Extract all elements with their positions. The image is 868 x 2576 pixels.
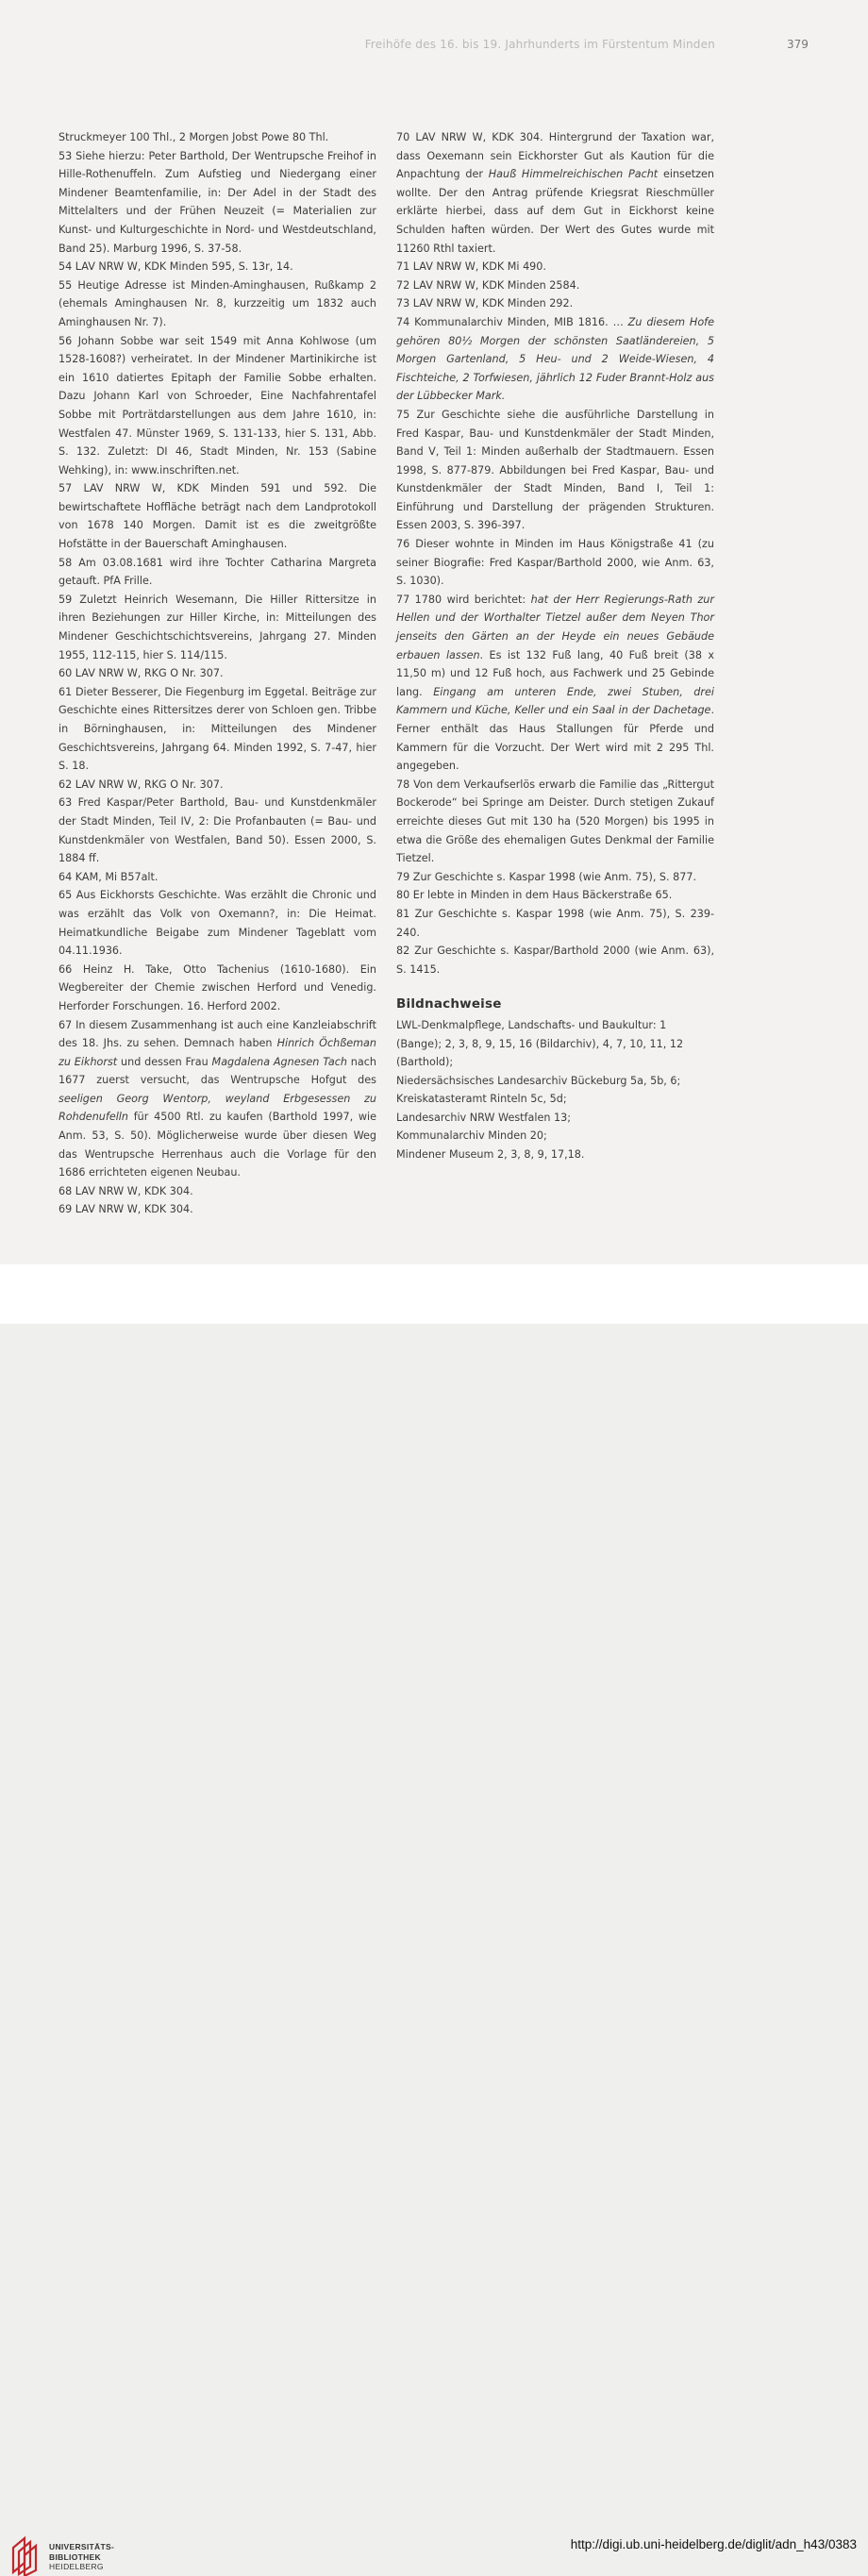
footnote-quote: Eingang am unteren Ende, zwei Stuben, drei Kammern und Küche, Keller und ein Saal in der Dachetage	[396, 685, 714, 717]
footnote	[58, 1182, 376, 1201]
footnote-text: 55 Heutige Adresse ist Minden-Aminghausen, Rußkamp 2 (ehemals Aminghausen Nr. 8, kurzzeitig um 1832 auch Aminghausen Nr. 7).	[58, 278, 376, 328]
footnote-quote: Magdalena Agnesen Tach	[211, 1055, 347, 1068]
credits-heading: Bildnachweise	[396, 996, 502, 1012]
footnote	[396, 591, 714, 776]
library-name-line-2: BIBLIOTHEK	[49, 2551, 101, 2562]
footnote-text: 58 Am 03.08.1681 wird ihre Tochter Catharina Margreta getauft. PfA Frille.	[58, 556, 376, 588]
footnote	[396, 258, 714, 276]
library-name-line-3: HEIDELBERG	[49, 2562, 104, 2571]
footnote	[58, 961, 376, 1016]
footnote-text: 73 LAV NRW W, KDK Minden 292.	[396, 297, 574, 310]
footnote	[58, 258, 376, 276]
footnote	[58, 479, 376, 553]
footnote-quote: Zu diesem Hofe gehören 80½ Morgen der schönsten Saatländereien, 5 Morgen Gartenland, 5 Heu- und 2 Weide-Wiesen, 4 Fischteiche, 2 Torfwiesen, jährlich 12 Fuder Brannt-Holz aus der Lübbecker Mark.	[396, 315, 714, 403]
footnote-text: und dessen Frau	[117, 1055, 212, 1068]
footnote-text: 64 KAM, Mi B57alt.	[58, 870, 159, 883]
footnote-text: . Es ist 132 Fuß lang, 40 Fuß breit (38 x 11,50 m) und 12 Fuß hoch, aus Fachwerk und 25 Gebinde lang.	[396, 648, 714, 698]
footnote-text: 79 Zur Geschichte s. Kaspar 1998 (wie Anm. 75), S. 877.	[396, 870, 697, 883]
footnote-text: 76 Dieser wohnte in Minden im Haus Königstraße 41 (zu seiner Biografie: Fred Kaspar/Barthold 2000, wie Anm. 63, S. 1030).	[396, 538, 714, 588]
running-title: Freihöfe des 16. bis 19. Jahrhunderts im Fürstentum Minden	[364, 38, 715, 51]
footnote-text: 65 Aus Eickhorsts Geschichte. Was erzählt die Chronic und was erzählt das Volk von Oxemann?, in: Die Heimat. Heimatkundliche Beigabe zum Mindener Tageblatt vom 04.11.1936.	[58, 889, 376, 958]
footnote-text: 78 Von dem Verkaufserlös erwarb die Familie das „Rittergut Bockerode“ bei Springe am Deister. Durch stetigen Zukauf erreichte dieses Gut mit 130 ha (520 Morgen) bis 1995 in etwa die Größe des ehemaligen Gutes Denkmal der Familie Tietzel.	[396, 778, 714, 865]
footnote	[396, 776, 714, 868]
library-footer	[0, 1264, 868, 2571]
footnote	[58, 776, 376, 795]
footnote	[58, 1200, 376, 1219]
footnote-text: für 4500 Rtl. zu kaufen (Barthold 1997, wie Anm. 53, S. 50). Möglicherweise wurde über diesen Weg das Wentrupsche Herrenhaus auch die Vorlage für den 1686 errichteten eigenen Neubau.	[58, 1111, 376, 1179]
footnote-text: 74 Kommunalarchiv Minden, MIB 1816. …	[396, 315, 628, 328]
source-url-link[interactable]: http://digi.ub.uni-heidelberg.de/diglit/adn_h43/0383	[570, 2537, 857, 2551]
footnote-text: 61 Dieter Besserer, Die Fiegenburg im Eggetal. Beiträge zur Geschichte eines Rittersitzes derer von Schloen gen. Tribbe in Börninghausen, in: Mitteilungen des Mindener Geschichtsvereins, Jahrgang 64. Minden 1992, S. 7-47, hier S. 18.	[58, 685, 376, 773]
footnote-quote: seeligen Georg Wentorp, weyland Erbgesessen zu Rohdenufelln	[58, 1092, 376, 1124]
footnote	[58, 591, 376, 664]
footnote-text: 82 Zur Geschichte s. Kaspar/Barthold 2000 (wie Anm. 63), S. 1415.	[396, 945, 714, 976]
footnotes-right-column	[396, 128, 714, 1164]
footnote-quote: hat der Herr Regierungs-Rath zur Hellen und der Worthalter Tietzel außer dem Neyen Thor jenseits den Gärten an der Heyde ein neues Gebäude erbauen lassen	[396, 593, 714, 661]
footnote-text: 53 Siehe hierzu: Peter Barthold, Der Wentrupsche Freihof in Hille-Rothenuffeln. Zum Aufstieg und Niedergang einer Mindener Beamtenfamilie, in: Der Adel in der Stadt des Mittelalters und der Frühen Neuzeit (= Materialien zur Kunst- und Kulturgeschichte in Nord- und Westdeutschland, Band 25). Marburg 1996, S. 37-58.	[58, 149, 376, 255]
footnote-text: 57 LAV NRW W, KDK Minden 591 und 592. Die bewirtschaftete Hoffläche beträgt nach dem Landprotokoll von 1678 140 Morgen. Damit ist es die zweitgrößte Hofstätte in der Bauerschaft Aminghausen.	[58, 482, 376, 551]
footnote	[58, 1016, 376, 1182]
document-page	[0, 0, 868, 1264]
library-name	[49, 2542, 114, 2572]
footnotes-left-column	[58, 128, 376, 1219]
footnote-quote: Hauß Himmelreichischen Pacht	[488, 168, 659, 181]
footnote-text: 81 Zur Geschichte s. Kaspar 1998 (wie Anm. 75), S. 239-240.	[396, 907, 714, 939]
footnote	[396, 942, 714, 979]
footnote	[396, 406, 714, 535]
footnote-text: 71 LAV NRW W, KDK Mi 490.	[396, 260, 546, 274]
footnote	[58, 147, 376, 259]
credits-list	[396, 1016, 714, 1164]
footnote-text: 62 LAV NRW W, RKG O Nr. 307.	[58, 778, 224, 791]
footnote-text: 77 1780 wird berichtet:	[396, 593, 531, 606]
credit-line: Kreiskatasteramt Rinteln 5c, 5d;	[396, 1093, 567, 1106]
footnote	[58, 128, 376, 147]
footnote-text: einsetzen wollte. Der den Antrag prüfende Kriegsrat Rieschmüller erklärte hierbei, dass auf dem Gut in Eickhorst keine Schulden haften würden. Der Wert des Gutes wurde mit 11260 Rthl taxiert.	[396, 168, 714, 255]
footnote-text: 72 LAV NRW W, KDK Minden 2584.	[396, 278, 580, 292]
footnote	[396, 313, 714, 406]
footnote-text: 63 Fred Kaspar/Peter Barthold, Bau- und Kunstdenkmäler der Stadt Minden, Teil IV, 2: Die Profanbauten (= Bau- und Kunstdenkmäler von Westfalen, Band 50). Essen 2000, S. 1884 ff.	[58, 796, 376, 865]
footnote	[396, 294, 714, 313]
footnote	[58, 683, 376, 776]
footnote	[396, 128, 714, 258]
footnote-text: 70 LAV NRW W, KDK 304. Hintergrund der Taxation war, dass Oexemann sein Eickhorster Gut als Kaution für die Anpachtung der	[396, 131, 714, 181]
credit-line: LWL-Denkmalpflege, Landschafts- und Baukultur: 1 (Bange); 2, 3, 8, 9, 15, 16 (Bildarchiv), 4, 7, 10, 11, 12 (Barthold);	[396, 1018, 684, 1069]
footnote-text: 59 Zuletzt Heinrich Wesemann, Die Hiller Rittersitze in ihren Beziehungen zur Hiller Kirche, in: Mitteilungen des Mindener Geschichtschichtsvereins, Jahrgang 27. Minden 1955, 112-115, hier S. 114/115.	[58, 593, 376, 661]
footnote	[396, 868, 714, 887]
footnote	[396, 535, 714, 591]
university-library-logo-icon	[9, 2534, 42, 2576]
footnote	[396, 276, 714, 295]
footnote	[58, 794, 376, 867]
footnote-text: 68 LAV NRW W, KDK 304.	[58, 1184, 193, 1197]
footnote-text: 66 Heinz H. Take, Otto Tachenius (1610-1680). Ein Wegbereiter der Chemie zwischen Herford und Venedig. Herforder Forschungen. 16. Herford 2002.	[58, 962, 376, 1012]
footnote-text: Struckmeyer 100 Thl., 2 Morgen Jobst Powe 80 Thl.	[58, 131, 329, 143]
footnote-text: 60 LAV NRW W, RKG O Nr. 307.	[58, 667, 224, 680]
footnote	[58, 868, 376, 887]
footnote-text: . Ferner enthält das Haus Stallungen für Pferde und Kammern für die Vorzucht. Der Wert wird mit 2 295 Thl. angegeben.	[396, 704, 714, 773]
footnote	[396, 886, 714, 905]
footnotes-right-list	[396, 128, 714, 979]
footnote-text: 69 LAV NRW W, KDK 304.	[58, 1203, 193, 1216]
footnote	[58, 554, 376, 591]
footnote-text: 75 Zur Geschichte siehe die ausführliche Darstellung in Fred Kaspar, Bau- und Kunstdenkmäler der Stadt Minden, Band V, Teil 1: Minden außerhalb der Stadtmauern. Essen 1998, S. 877-879. Abbildungen bei Fred Kaspar, Bau- und Kunstdenkmäler der Stadt Minden, Band I, Teil 1: Einführung und Darstellung der prägenden Strukturen. Essen 2003, S. 396-397.	[396, 408, 714, 532]
footnote-text: 54 LAV NRW W, KDK Minden 595, S. 13r, 14.	[58, 260, 293, 274]
footnote	[58, 664, 376, 683]
footnote-text: nach 1677 zuerst versucht, das Wentrupsche Hofgut des	[58, 1055, 376, 1087]
footnote-quote: Hinrich Öchßeman zu Eikhorst	[58, 1037, 376, 1068]
footnote	[58, 276, 376, 332]
footnote	[58, 886, 376, 960]
credit-line: Landesarchiv NRW Westfalen 13;	[396, 1111, 571, 1124]
page-number: 379	[787, 38, 809, 51]
footnote-text: 67 In diesem Zusammenhang ist auch eine Kanzleiabschrift des 18. Jhs. zu sehen. Demnach haben	[58, 1018, 376, 1050]
footnote-text: 56 Johann Sobbe war seit 1549 mit Anna Kohlwose (um 1528-1608?) verheiratet. In der Mindener Martinikirche ist ein 1610 datiertes Epitaph der Familie Sobbe erhalten. Dazu Johann Karl von Schroeder, Eine Nachfahrentafel Sobbe mit Porträtdarstellungen aus dem Jahre 1610, in: Westfalen 47. Münster 1969, S. 131-133, hier S. 131, Abb. S. 132. Zuletzt: DI 46, Stadt Minden, Nr. 153 (Sabine Wehking), in: www.inschriften.net.	[58, 334, 376, 477]
footnote-text: 80 Er lebte in Minden in dem Haus Bäckerstraße 65.	[396, 889, 673, 902]
library-name-line-1: UNIVERSITÄTS-	[49, 2542, 115, 2551]
credit-line: Kommunalarchiv Minden 20;	[396, 1129, 547, 1143]
credit-line: Niedersächsisches Landesarchiv Bückeburg 5a, 5b, 6;	[396, 1074, 681, 1087]
credit-line: Mindener Museum 2, 3, 8, 9, 17,18.	[396, 1148, 585, 1162]
footnote	[396, 905, 714, 942]
footnote	[58, 332, 376, 480]
